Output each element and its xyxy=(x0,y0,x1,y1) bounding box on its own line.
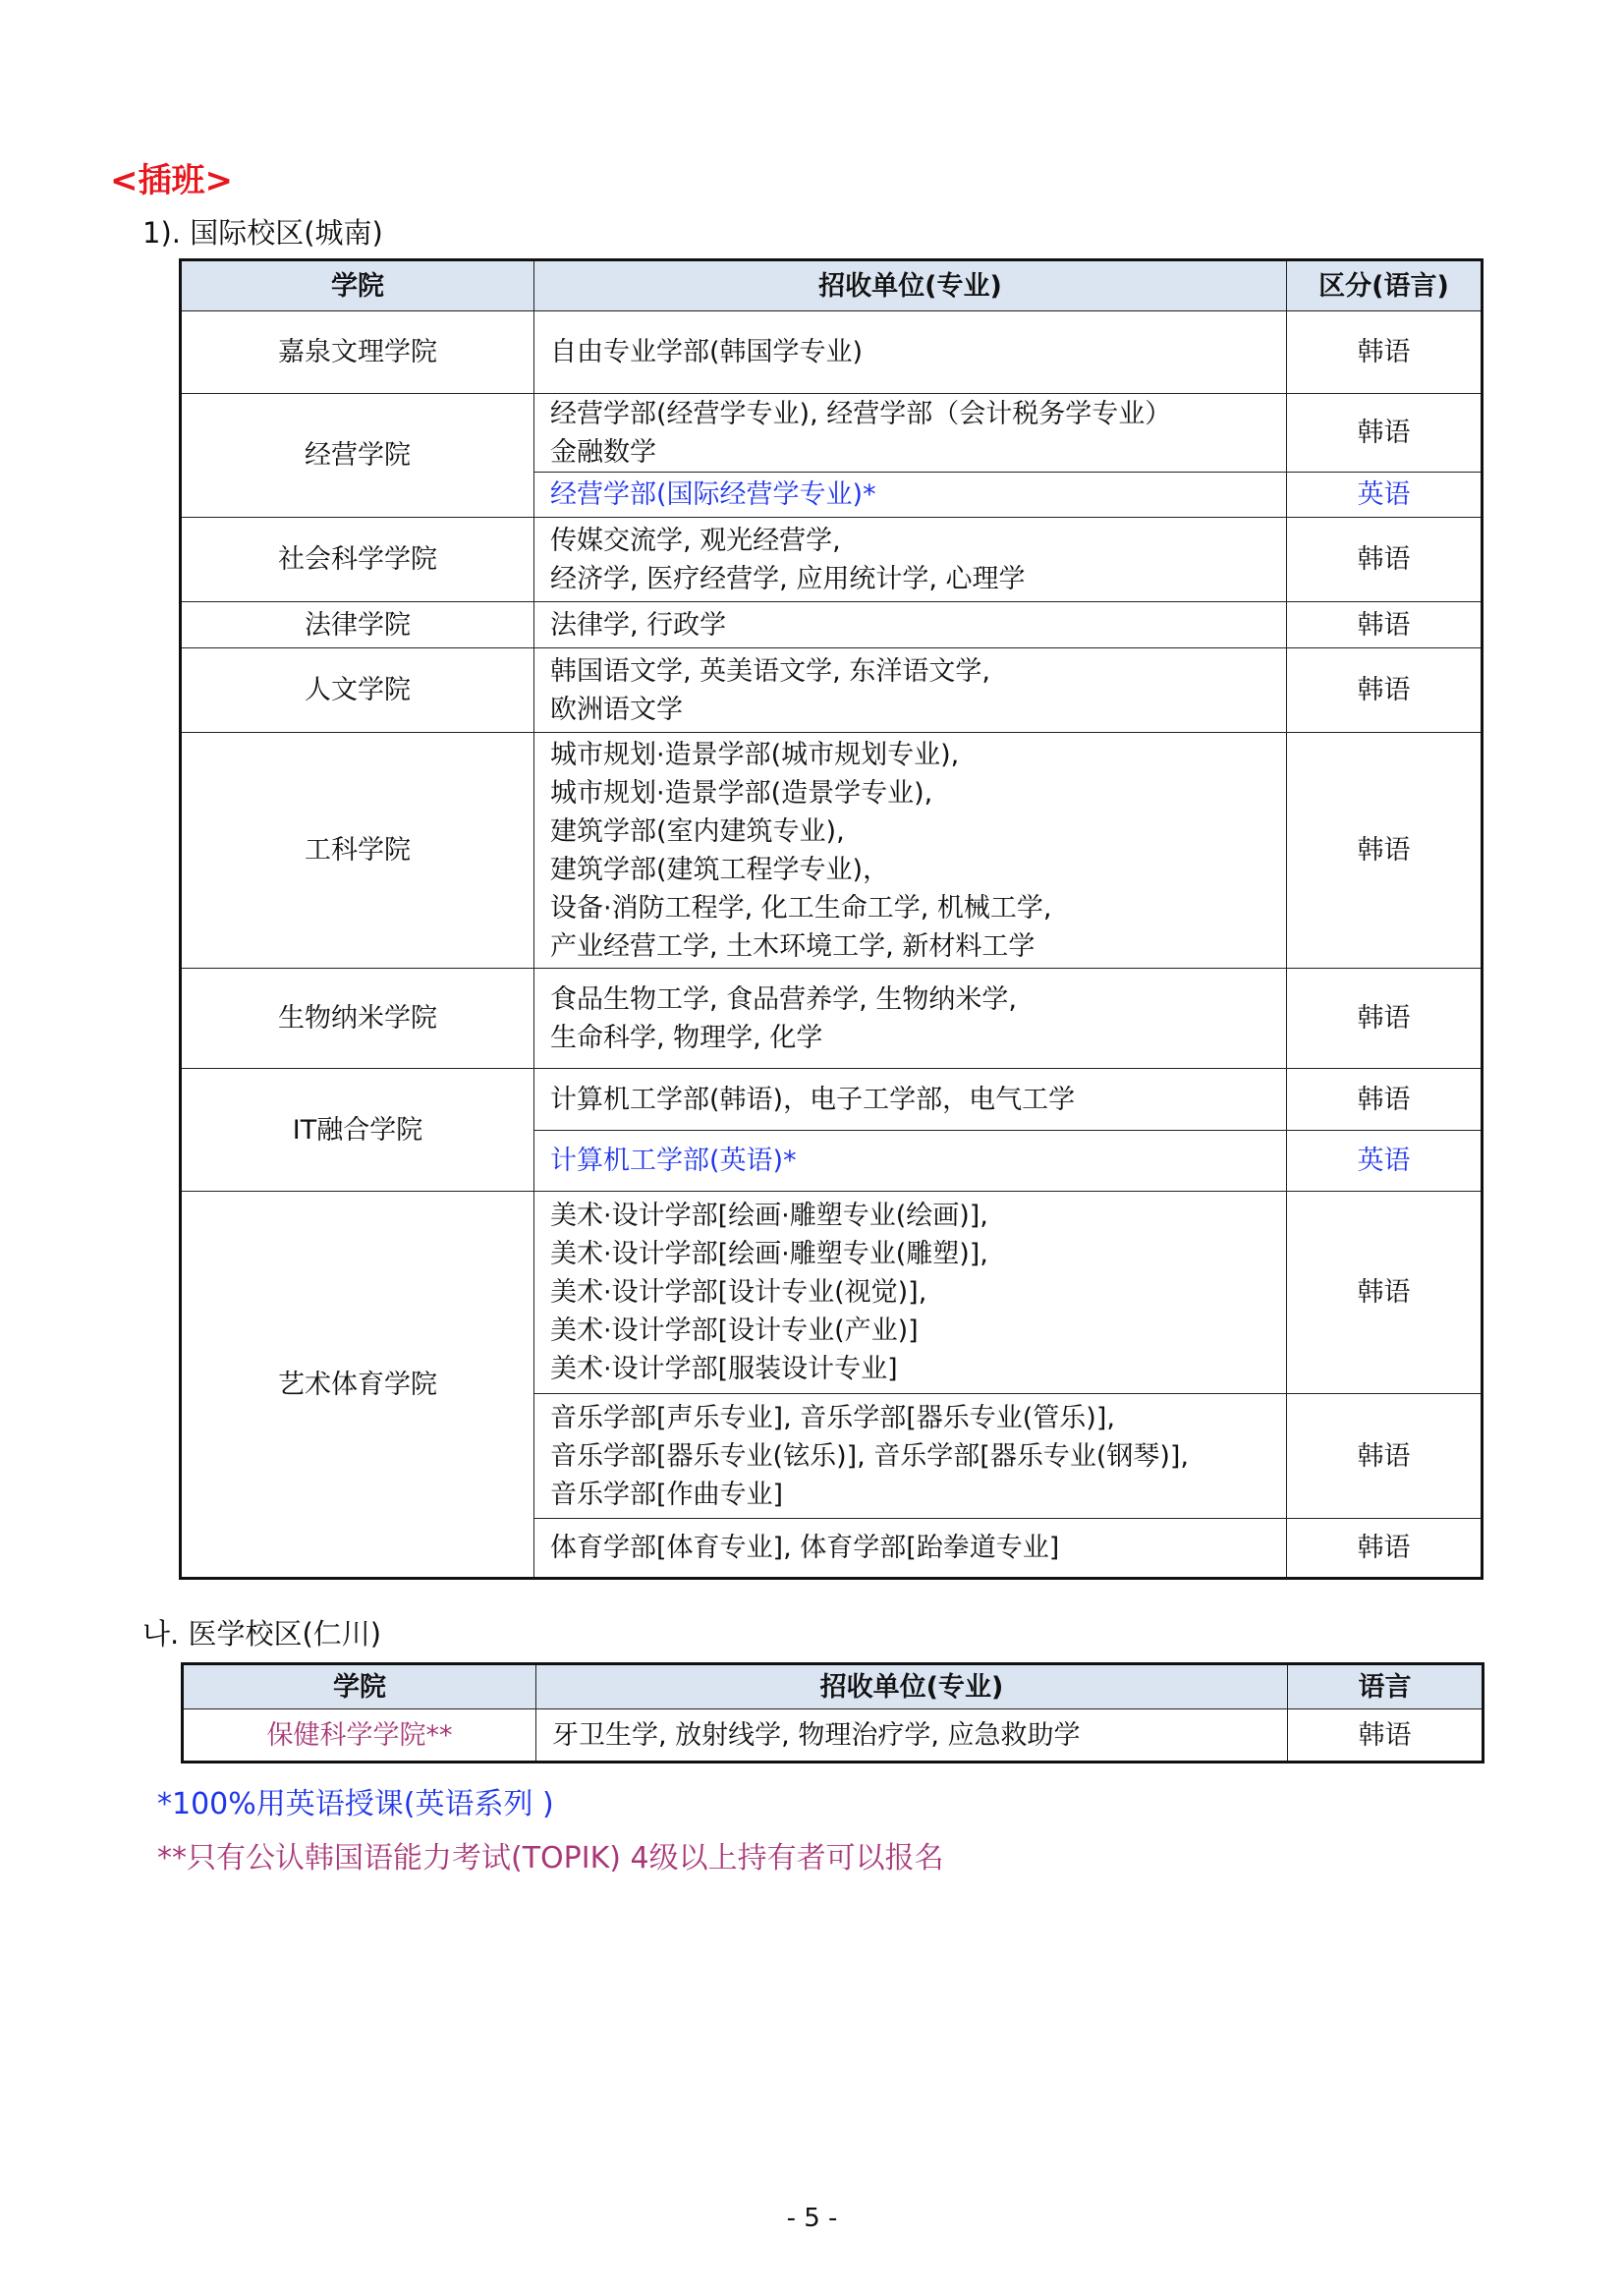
header-college: 学院 xyxy=(181,260,534,311)
dept-line: 自由专业学部(韩国学专业) xyxy=(550,337,864,367)
dept-line: 法律学, 行政学 xyxy=(550,609,727,641)
dept-line: 美术·设计学部[设计专业(视觉)], xyxy=(550,1277,927,1308)
international-campus-table xyxy=(179,258,1484,1580)
unit-cell xyxy=(534,1131,1287,1192)
college-cell: IT融合学院 xyxy=(181,1069,534,1192)
table-row xyxy=(183,1709,1484,1763)
unit-cell xyxy=(534,648,1287,733)
college-cell: 生物纳米学院 xyxy=(181,969,534,1069)
college-cell: 嘉泉文理学院 xyxy=(181,311,534,394)
unit-cell xyxy=(534,969,1287,1069)
language-cell: 韩语 xyxy=(1287,602,1483,648)
dept-line: 食品生物工学, 食品营养学, 生物纳米学, xyxy=(550,983,1017,1015)
table-header-row xyxy=(183,1664,1484,1709)
table-row xyxy=(181,648,1483,733)
language-cell: 韩语 xyxy=(1287,311,1483,394)
dept-line: 体育学部[体育专业], 体育学部[跆拳道专业] xyxy=(550,1533,1060,1563)
header-unit: 招收单位(专业) xyxy=(534,260,1287,311)
college-cell: 社会科学学院 xyxy=(181,518,534,602)
language-cell: 韩语 xyxy=(1287,969,1483,1069)
dept-line: 生命科学, 物理学, 化学 xyxy=(550,1022,823,1053)
dept-line: 产业经营工学, 土木环境工学, 新材料工学 xyxy=(550,930,1036,962)
table-row xyxy=(181,518,1483,602)
campus-title-seongnam: 1). 国际校区(城南) xyxy=(142,216,383,250)
language-cell: 韩语 xyxy=(1287,1069,1483,1131)
unit-cell xyxy=(534,473,1287,518)
language-cell: 韩语 xyxy=(1288,1709,1484,1763)
page-number: - 5 - xyxy=(786,2204,838,2233)
table-row xyxy=(181,1192,1483,1394)
language-cell: 韩语 xyxy=(1287,733,1483,969)
table-body xyxy=(181,311,1483,1579)
topik-requirement-note: **只有公认韩国语能力考试(TOPIK) 4级以上持有者可以报名 xyxy=(157,1841,944,1875)
table-header-row xyxy=(181,260,1483,311)
language-cell: 韩语 xyxy=(1287,1519,1483,1579)
unit-cell xyxy=(534,1069,1287,1131)
dept-line: 计算机工学部(韩语)，电子工学部，电气工学 xyxy=(550,1084,1076,1115)
unit-cell xyxy=(534,1192,1287,1394)
dept-line: 经营学部(国际经营学专业)* xyxy=(550,479,876,510)
dept-line: 城市规划·造景学部(造景学专业), xyxy=(550,777,933,809)
header-unit: 招收单位(专业) xyxy=(536,1664,1288,1709)
unit-cell xyxy=(534,518,1287,602)
language-cell: 英语 xyxy=(1287,473,1483,518)
header-college: 学院 xyxy=(183,1664,536,1709)
table-row xyxy=(181,1069,1483,1131)
unit-cell xyxy=(534,602,1287,648)
table-row xyxy=(181,602,1483,648)
unit-cell xyxy=(534,1519,1287,1579)
dept-line: 计算机工学部(英语)* xyxy=(550,1146,797,1176)
medical-campus-table xyxy=(181,1662,1484,1763)
college-cell: 工科学院 xyxy=(181,733,534,969)
dept-line: 建筑学部(建筑工程学专业)， xyxy=(550,854,890,885)
unit-cell: 牙卫生学, 放射线学, 物理治疗学, 应急救助学 xyxy=(536,1709,1288,1763)
language-cell: 韩语 xyxy=(1287,648,1483,733)
dept-line: 音乐学部[器乐专业(铉乐)], 音乐学部[器乐专业(钢琴)], xyxy=(550,1440,1190,1472)
dept-line: 音乐学部[作曲专业] xyxy=(550,1479,784,1510)
english-taught-note: *100%用英语授课(英语系列 ) xyxy=(157,1787,554,1821)
table-row xyxy=(181,394,1483,473)
dept-line: 经营学部(经营学专业), 经营学部（会计税务学专业） xyxy=(550,398,1172,429)
dept-line: 美术·设计学部[绘画·雕塑专业(绘画)], xyxy=(550,1201,988,1231)
unit-cell xyxy=(534,733,1287,969)
dept-line: 韩国语文学, 英美语文学, 东洋语文学, xyxy=(550,655,990,687)
language-cell: 英语 xyxy=(1287,1131,1483,1192)
college-cell: 人文学院 xyxy=(181,648,534,733)
dept-line: 设备·消防工程学, 化工生命工学, 机械工学, xyxy=(550,892,1052,924)
dept-line: 经济学, 医疗经营学, 应用统计学, 心理学 xyxy=(550,563,1026,594)
dept-line: 音乐学部[声乐专业], 音乐学部[器乐专业(管乐)], xyxy=(550,1402,1115,1433)
dept-line: 传媒交流学, 观光经营学, xyxy=(550,525,841,556)
table-row xyxy=(181,311,1483,394)
college-cell: 经营学院 xyxy=(181,394,534,518)
dept-line: 建筑学部(室内建筑专业), xyxy=(550,815,845,847)
dept-line: 欧洲语文学 xyxy=(550,694,683,725)
college-cell: 法律学院 xyxy=(181,602,534,648)
language-cell: 韩语 xyxy=(1287,518,1483,602)
college-cell: 艺术体育学院 xyxy=(181,1192,534,1579)
unit-cell xyxy=(534,1394,1287,1519)
campus-title-incheon: 나. 医学校区(仁川) xyxy=(142,1617,382,1651)
college-cell: 保健科学学院** xyxy=(183,1709,536,1763)
dept-line: 美术·设计学部[设计专业(产业)] xyxy=(550,1315,919,1346)
language-cell: 韩语 xyxy=(1287,394,1483,473)
section-heading: <插班> xyxy=(110,161,233,200)
dept-line: 美术·设计学部[服装设计专业] xyxy=(550,1354,898,1384)
unit-cell xyxy=(534,311,1287,394)
unit-cell xyxy=(534,394,1287,473)
header-language: 语言 xyxy=(1288,1664,1484,1709)
dept-line: 金融数学 xyxy=(550,436,656,468)
header-language: 区分(语言) xyxy=(1287,260,1483,311)
language-cell: 韩语 xyxy=(1287,1192,1483,1394)
dept-line: 城市规划·造景学部(城市规划专业), xyxy=(550,739,960,770)
table-row xyxy=(181,969,1483,1069)
dept-line: 美术·设计学部[绘画·雕塑专业(雕塑)], xyxy=(550,1239,988,1269)
table-row xyxy=(181,733,1483,969)
language-cell: 韩语 xyxy=(1287,1394,1483,1519)
